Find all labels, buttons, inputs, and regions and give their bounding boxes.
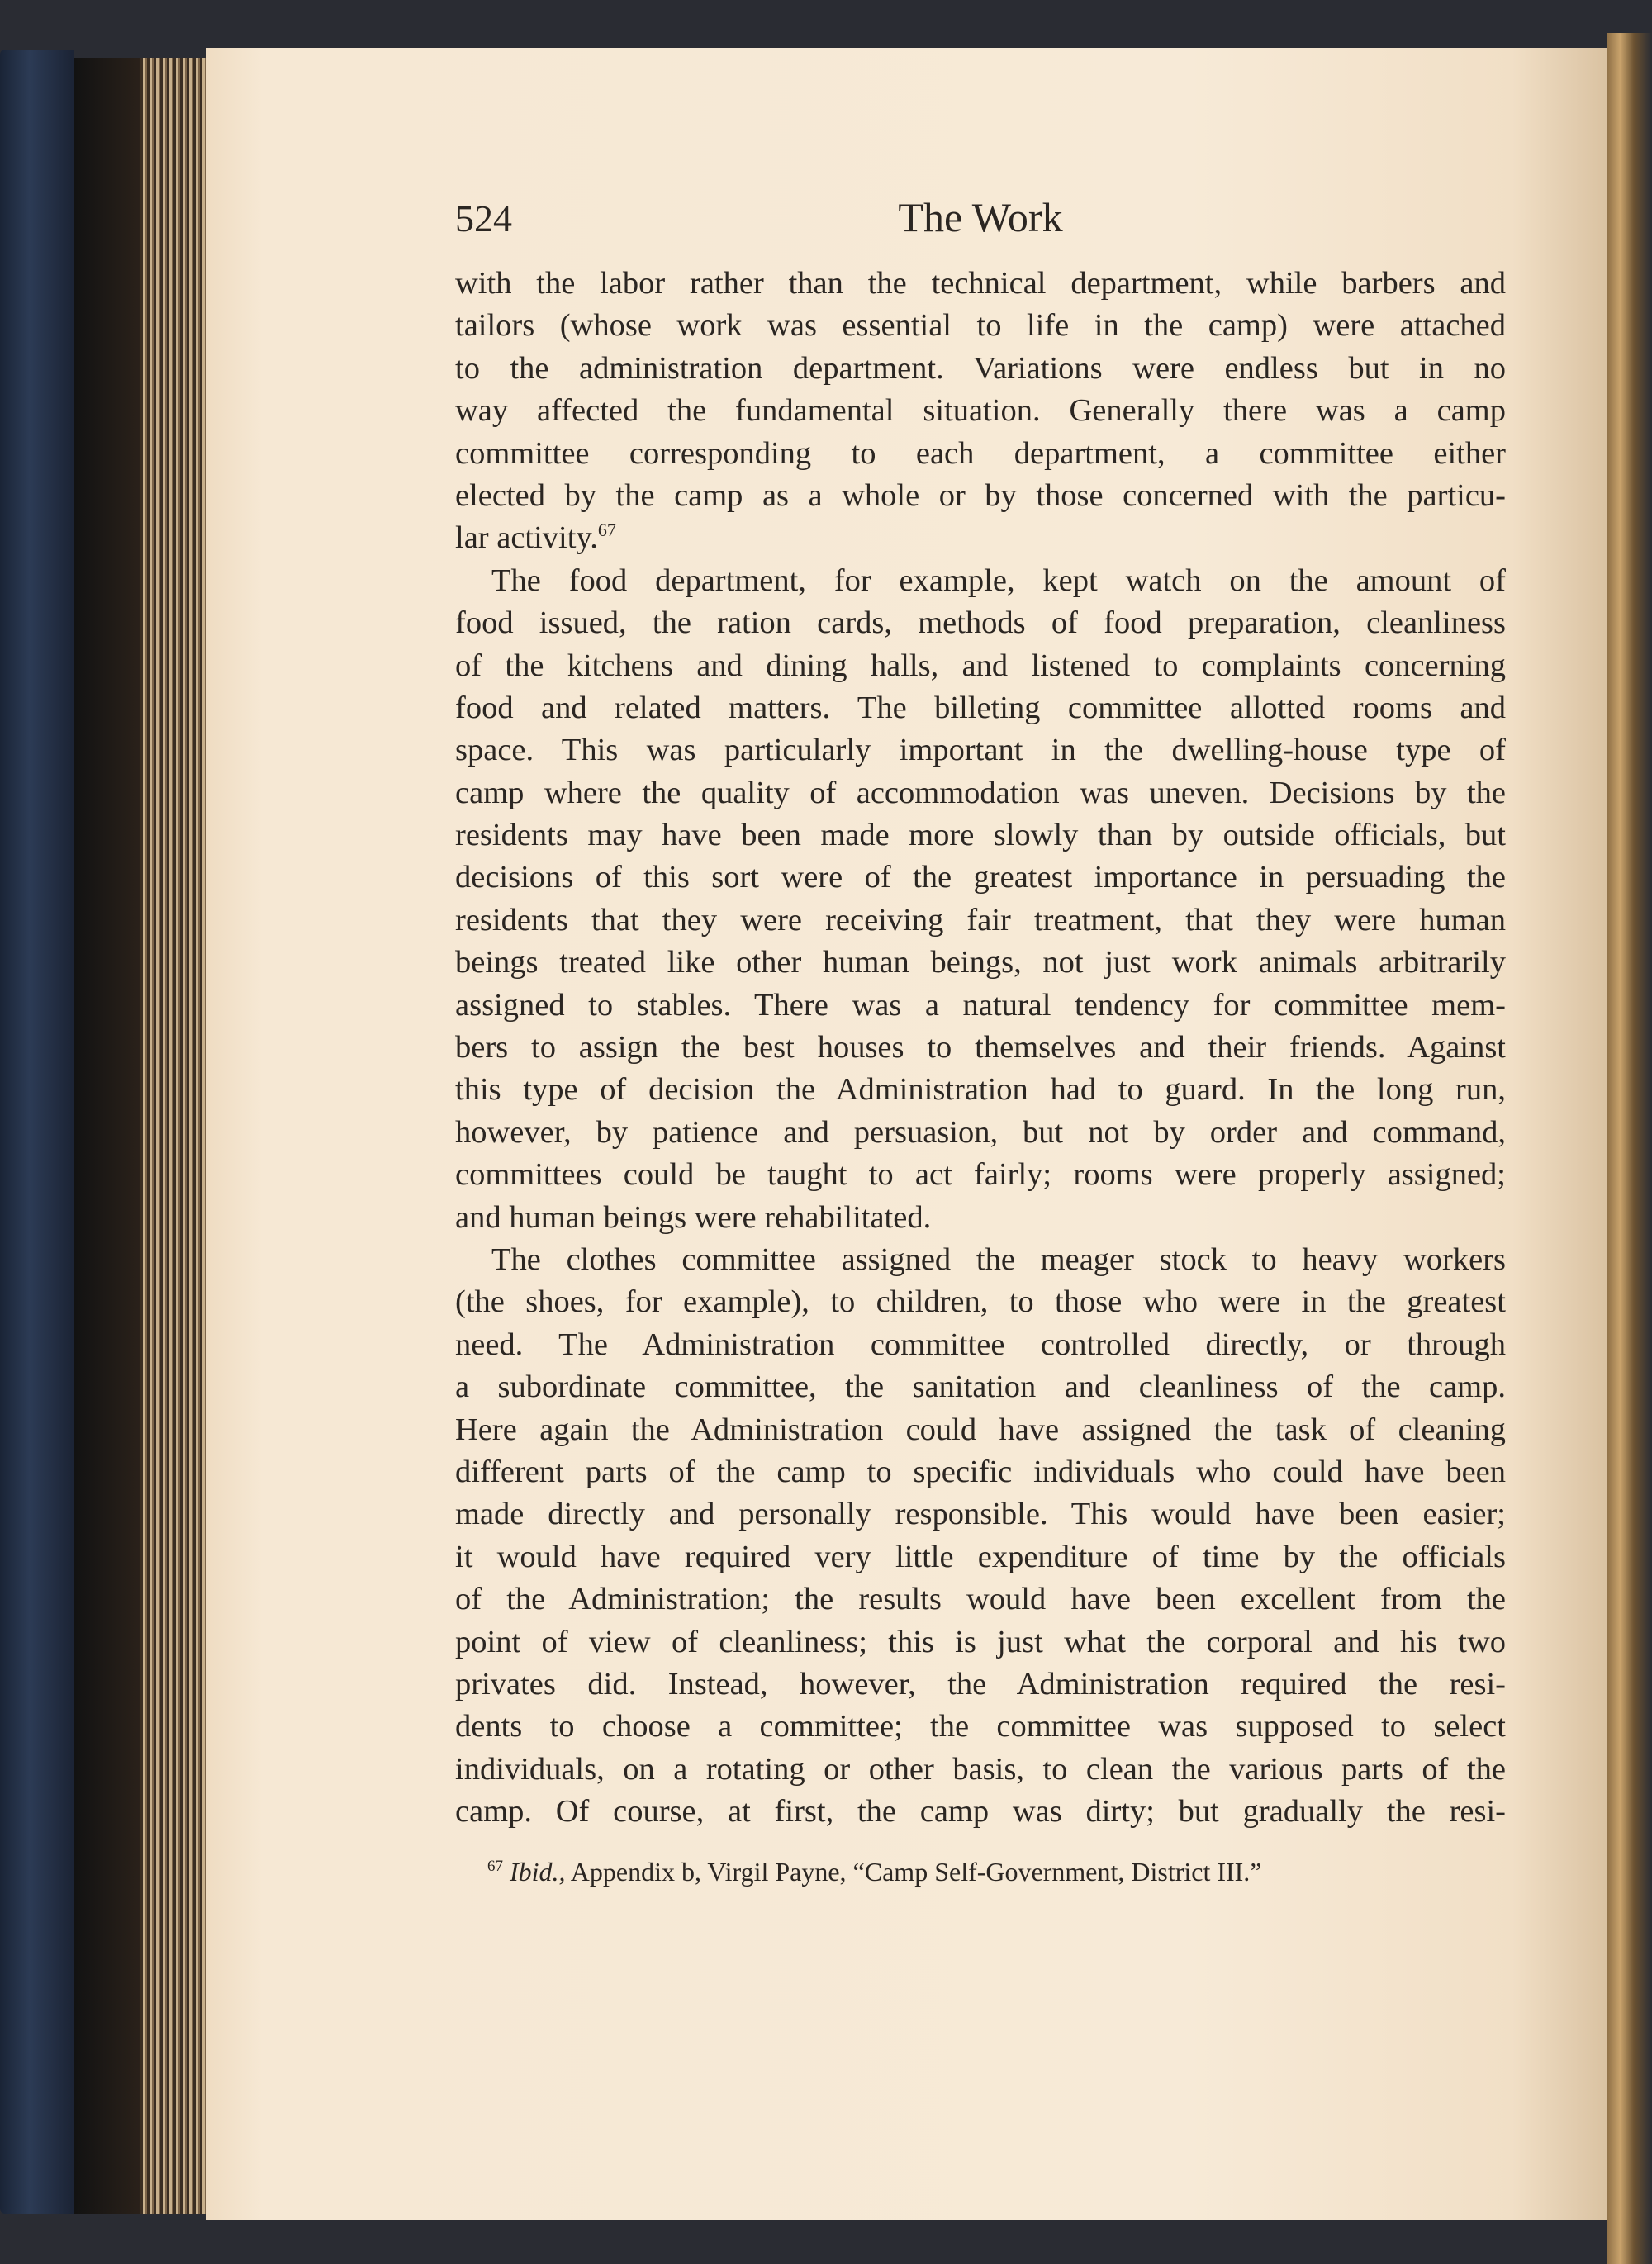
footnote <box>487 1857 1262 1887</box>
text-line <box>455 1749 1506 1791</box>
line-text: space. This was particularly important in the dwelling-house type of <box>455 733 1506 768</box>
text-line <box>455 390 1506 432</box>
line-text: committees could be taught to act fairly; rooms were properly assigned; <box>455 1157 1506 1193</box>
text-line <box>455 1281 1506 1323</box>
line-text: made directly and personally responsible. This would have been easier; <box>455 1497 1506 1532</box>
line-text: bers to assign the best houses to themselves and their friends. Against <box>455 1030 1506 1066</box>
text-line <box>455 1409 1506 1451</box>
line-text: The food department, for example, kept watch on the amount of <box>491 562 1506 598</box>
line-text: residents that they were receiving fair treatment, that they were human <box>455 902 1506 937</box>
text-line <box>455 517 1506 559</box>
text-line <box>455 645 1506 687</box>
text-line <box>455 772 1506 814</box>
line-text: decisions of this sort were of the greatest importance in persuading the <box>455 860 1506 895</box>
footnote-reference: 67 <box>597 520 616 541</box>
line-text: (the shoes, for example), to children, to those who were in the greatest <box>455 1284 1506 1320</box>
line-text: point of view of cleanliness; this is just what the corporal and his two <box>455 1624 1506 1659</box>
text-line <box>455 1451 1506 1493</box>
text-line <box>455 687 1506 729</box>
text-line <box>455 1069 1506 1111</box>
book-gutter <box>1607 33 1652 2264</box>
line-text: camp. Of course, at first, the camp was dirty; but gradually the resi- <box>455 1794 1506 1830</box>
line-text: of the Administration; the results would have been excellent from the <box>455 1582 1506 1617</box>
text-line <box>455 348 1506 390</box>
line-text: of the kitchens and dining halls, and listened to complaints concerning <box>455 648 1506 683</box>
line-text: food issued, the ration cards, methods of food preparation, cleanliness <box>455 605 1506 641</box>
text-line <box>455 305 1506 347</box>
line-text: with the labor rather than the technical department, while barbers and <box>455 266 1506 301</box>
line-text: it would have required very little expenditure of time by the officials <box>455 1539 1506 1574</box>
line-text: individuals, on a rotating or other basis, to clean the various parts of the <box>455 1751 1506 1787</box>
text-line <box>455 1154 1506 1196</box>
line-text: different parts of the camp to specific individuals who could have been <box>455 1454 1506 1489</box>
text-line <box>455 1621 1506 1664</box>
text-line <box>455 857 1506 899</box>
page-header <box>455 194 1506 246</box>
line-text: tailors (whose work was essential to life in the camp) were attached <box>455 308 1506 344</box>
text-line <box>455 560 1506 602</box>
text-line <box>455 1536 1506 1578</box>
footnote-number: 67 <box>487 1858 503 1875</box>
text-line <box>455 475 1506 517</box>
text-line <box>455 263 1506 305</box>
text-line <box>455 1112 1506 1154</box>
line-text: beings treated like other human beings, not just work animals arbitrarily <box>455 945 1506 980</box>
text-line <box>455 433 1506 475</box>
line-text: residents may have been made more slowly than by outside officials, but <box>455 818 1506 853</box>
line-text: a subordinate committee, the sanitation and cleanliness of the camp. <box>455 1369 1506 1405</box>
line-text: privates did. Instead, however, the Administration required the resi- <box>455 1666 1506 1702</box>
text-line <box>455 1791 1506 1833</box>
line-text: and human beings were rehabilitated. <box>455 1199 932 1235</box>
line-text: dents to choose a committee; the committee was supposed to select <box>455 1709 1506 1744</box>
text-line <box>455 1706 1506 1748</box>
line-text: way affected the fundamental situation. Generally there was a camp <box>455 393 1506 429</box>
book-cover <box>0 50 74 2214</box>
line-text: assigned to stables. There was a natural tendency for committee mem- <box>455 987 1506 1023</box>
page-number: 524 <box>455 197 512 240</box>
text-line <box>455 729 1506 771</box>
text-line <box>455 1197 1506 1239</box>
text-line <box>455 814 1506 857</box>
line-text: The clothes committee assigned the meager stock to heavy workers <box>491 1241 1506 1277</box>
line-text: camp where the quality of accommodation was uneven. Decisions by the <box>455 775 1506 810</box>
text-line <box>455 1027 1506 1069</box>
line-text: to the administration department. Variations were endless but in no <box>455 350 1506 386</box>
footnote-ibid: Ibid., <box>510 1857 566 1887</box>
line-text: Here again the Administration could have assigned the task of cleaning <box>455 1412 1506 1447</box>
text-line <box>455 1664 1506 1706</box>
running-title: The Work <box>898 194 1063 240</box>
line-text: lar activity. <box>455 520 598 556</box>
line-text: however, by patience and persuasion, but not by order and command, <box>455 1114 1506 1150</box>
text-line <box>455 899 1506 942</box>
line-text: food and related matters. The billeting committee allotted rooms and <box>455 690 1506 725</box>
page-edges-shadow <box>74 58 140 2214</box>
text-line <box>455 1578 1506 1621</box>
footnote-text: Appendix b, Virgil Payne, “Camp Self-Government, District III.” <box>565 1857 1262 1887</box>
text-line <box>455 942 1506 984</box>
line-text: need. The Administration committee controlled directly, or through <box>455 1327 1506 1362</box>
text-line <box>455 1366 1506 1408</box>
text-line <box>455 1493 1506 1535</box>
text-line <box>455 1239 1506 1281</box>
line-text: this type of decision the Administration had to guard. In the long run, <box>455 1072 1506 1108</box>
text-line <box>455 602 1506 644</box>
text-line <box>455 985 1506 1027</box>
line-text: committee corresponding to each department, a committee either <box>455 435 1506 471</box>
text-line <box>455 1324 1506 1366</box>
line-text: elected by the camp as a whole or by those concerned with the particu- <box>455 477 1506 513</box>
body-text <box>455 263 1506 1833</box>
